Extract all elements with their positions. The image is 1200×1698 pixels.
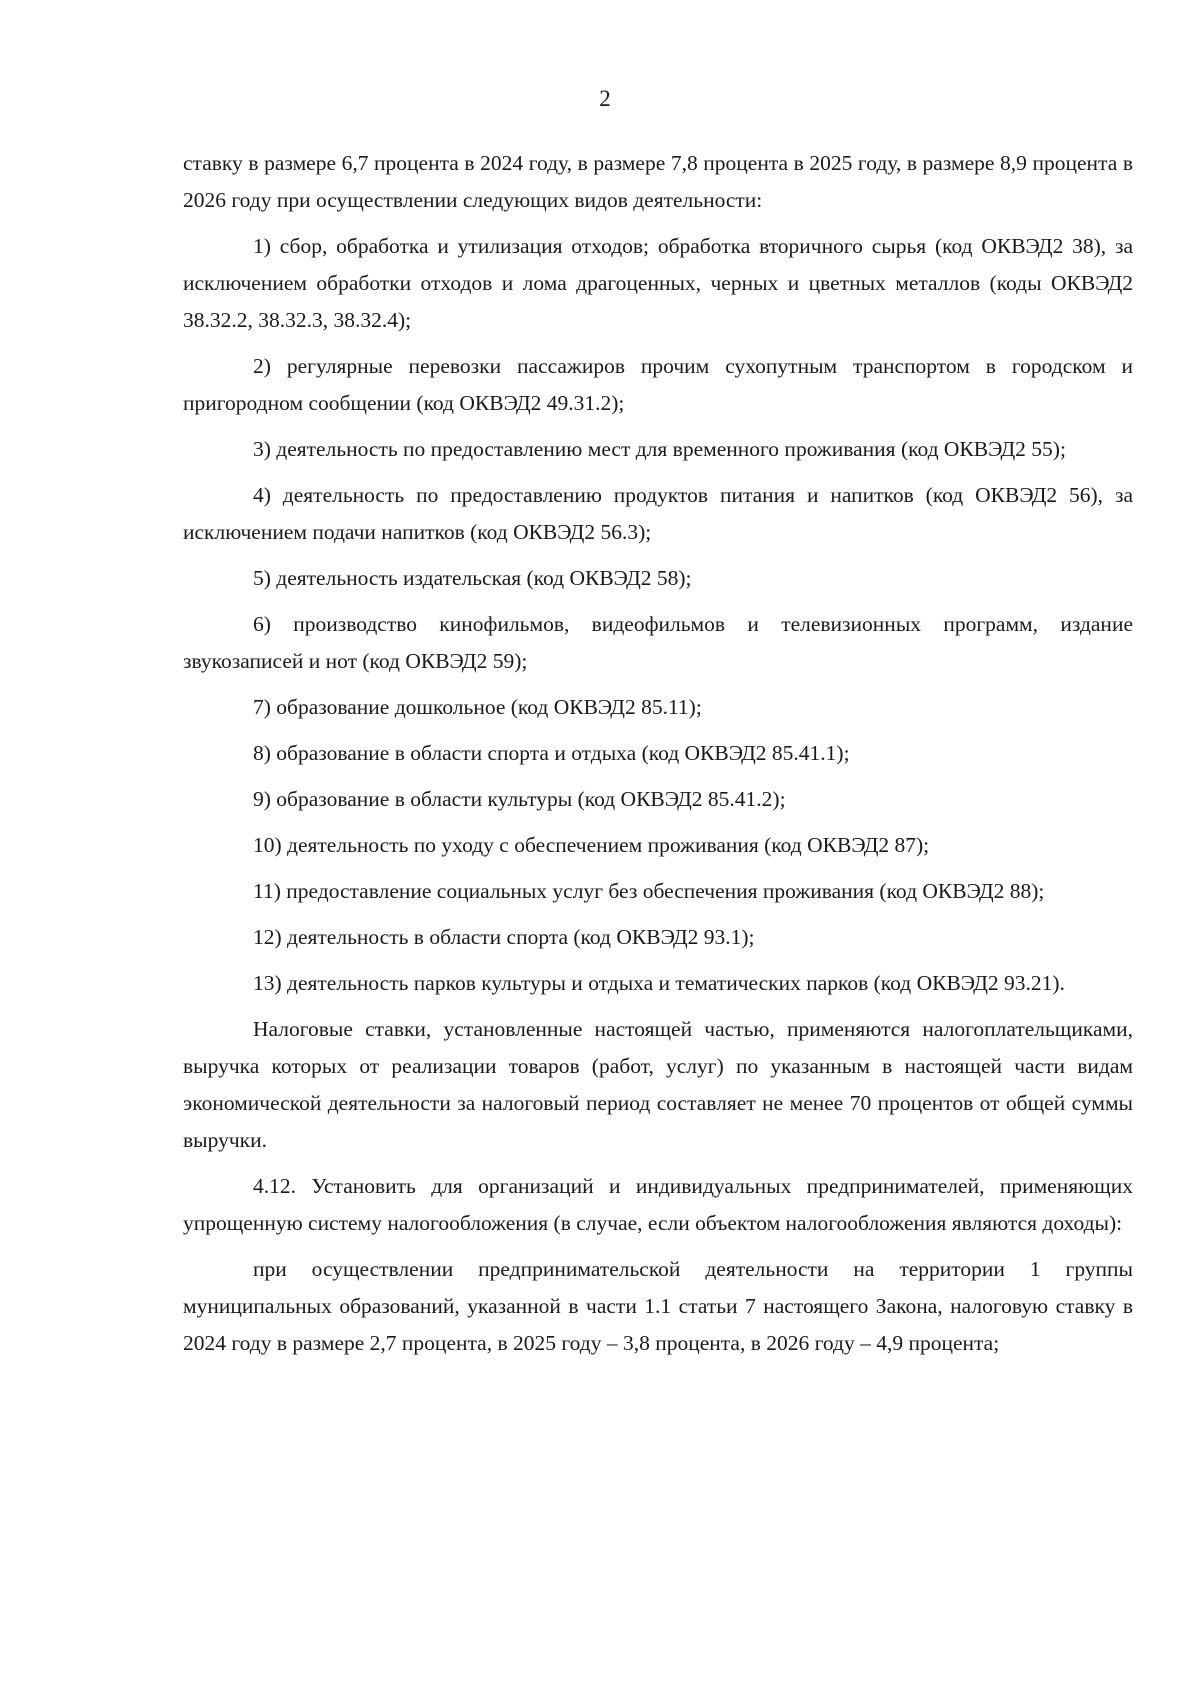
list-item-9: 9) образование в области культуры (код ОКВЭД2 85.41.2); bbox=[253, 787, 786, 811]
list-item-8: 8) образование в области спорта и отдыха (код ОКВЭД2 85.41.1); bbox=[253, 741, 850, 765]
paragraph-group-1-rate: при осуществлении предпринимательской деятельности на территории 1 группы муниципальных образований, указанной в части 1.1 статьи 7 настоящего Закона, налоговую ставку в 2024 году в размере 2,7 процента, в 2025 году – 3,8 процента, в 2026 году – 4,9 процента; bbox=[183, 1257, 1133, 1355]
list-item-3: 3) деятельность по предоставлению мест для временного проживания (код ОКВЭД2 55); bbox=[253, 437, 1066, 461]
list-item-12: 12) деятельность в области спорта (код ОКВЭД2 93.1); bbox=[253, 925, 755, 949]
paragraph-section-4-12: 4.12. Установить для организаций и индивидуальных предпринимателей, применяющих упрощенную систему налогообложения (в случае, если объектом налогообложения являются доходы): bbox=[183, 1174, 1133, 1235]
list-item-4: 4) деятельность по предоставлению продуктов питания и напитков (код ОКВЭД2 56), за исключением подачи напитков (код ОКВЭД2 56.3); bbox=[183, 483, 1133, 544]
list-item-2: 2) регулярные перевозки пассажиров прочим сухопутным транспортом в городском и пригородном сообщении (код ОКВЭД2 49.31.2); bbox=[183, 354, 1133, 415]
page-number: 2 bbox=[599, 86, 611, 111]
paragraph-tax-rates-condition: Налоговые ставки, установленные настоящей частью, применяются налогоплательщиками, выручка которых от реализации товаров (работ, услуг) по указанным в настоящей части видам экономической деятельности за налоговый период составляет не менее 70 процентов от общей суммы выручки. bbox=[183, 1017, 1133, 1152]
list-item-11: 11) предоставление социальных услуг без обеспечения проживания (код ОКВЭД2 88); bbox=[253, 879, 1045, 903]
document-body bbox=[183, 145, 1133, 1371]
list-item-5: 5) деятельность издательская (код ОКВЭД2 58); bbox=[253, 566, 692, 590]
list-item-1: 1) сбор, обработка и утилизация отходов; обработка вторичного сырья (код ОКВЭД2 38), за исключением обработки отходов и лома драгоценных, черных и цветных металлов (коды ОКВЭД2 38.32.2, 38.32.3, 38.32.4); bbox=[183, 234, 1133, 332]
list-item-13: 13) деятельность парков культуры и отдыха и тематических парков (код ОКВЭД2 93.21). bbox=[253, 971, 1065, 995]
list-item-6: 6) производство кинофильмов, видеофильмов и телевизионных программ, издание звукозаписей и нот (код ОКВЭД2 59); bbox=[183, 612, 1133, 673]
list-item-7: 7) образование дошкольное (код ОКВЭД2 85.11); bbox=[253, 695, 702, 719]
paragraph-intro: ставку в размере 6,7 процента в 2024 году, в размере 7,8 процента в 2025 году, в размере 8,9 процента в 2026 году при осуществлении следующих видов деятельности: bbox=[183, 151, 1133, 212]
list-item-10: 10) деятельность по уходу с обеспечением проживания (код ОКВЭД2 87); bbox=[253, 833, 930, 857]
